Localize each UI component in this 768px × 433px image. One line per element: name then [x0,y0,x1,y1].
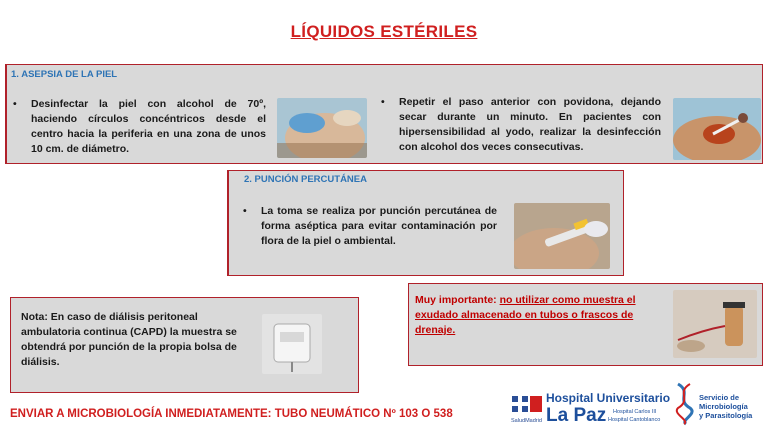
hospital-sub-1: Hospital Carlos III [613,409,657,415]
note-text: Nota: En caso de diálisis peritoneal ambulatoria continua (CAPD) la muestra se obtendrá por punción de la propia bolsa de diálisis. [21,311,237,368]
servicio-line2: Microbiología [699,402,748,411]
important-panel [408,283,763,366]
section-asepsia [5,64,763,164]
bullet-povidona [381,95,661,155]
important-text [415,293,663,338]
footer-instruction: ENVIAR A MICROBIOLOGÍA INMEDIATAMENTE: TUBO NEUMÁTICO Nº 103 O 538 [10,408,453,420]
microbiology-logo [672,382,764,428]
bullet-povidona-text: Repetir el paso anterior con povidona, dejando secar durante un minuto. En pacientes con hipersensibilidad al yodo, realizar la desinfección con alcohol dos veces consecutivas. [399,96,661,153]
bullet-alcohol-text: Desinfectar la piel con alcohol de 70º, haciendo círculos concéntricos desde el centro hacia la periferia en una zona de unos 10 cm. de diámetro. [31,98,266,155]
dna-icon [672,382,698,426]
hospital-name-line1: Hospital Universitario [546,391,671,405]
page-title: LÍQUIDOS ESTÉRILES [290,22,478,41]
drainage-image [673,290,757,358]
salud-madrid-label: SaludMadrid [511,418,542,424]
hospital-name-line2: La Paz [546,405,607,426]
servicio-line1: Servicio de [699,393,740,402]
bullet-icon: • [381,96,385,108]
bullet-icon: • [243,205,247,217]
bullet-icon: • [13,98,17,110]
puncture-image [514,203,610,269]
section-header-puncion: 2. PUNCIÓN PERCUTÁNEA [244,174,367,185]
dialysis-bag-image [262,314,322,374]
skin-disinfection-image [277,98,367,158]
servicio-line3: y Parasitología [699,411,753,420]
povidone-image [673,98,761,160]
hospital-sub-2: Hospital Cantoblanco [608,417,661,423]
section-puncion [227,170,624,276]
important-label: Muy importante: [415,294,497,306]
bullet-puncion [243,204,497,249]
note-panel [10,297,359,393]
hospital-logo [510,390,671,428]
important-warning: no utilizar como muestra el exudado almacenado en tubos o frascos de drenaje. [415,294,636,336]
bullet-puncion-text: La toma se realiza por punción percutánea de forma aséptica para evitar contaminación por flora de la piel o ambiental. [261,205,497,247]
bullet-alcohol [13,97,266,157]
section-header-asepsia: 1. ASEPSIA DE LA PIEL [11,69,118,80]
